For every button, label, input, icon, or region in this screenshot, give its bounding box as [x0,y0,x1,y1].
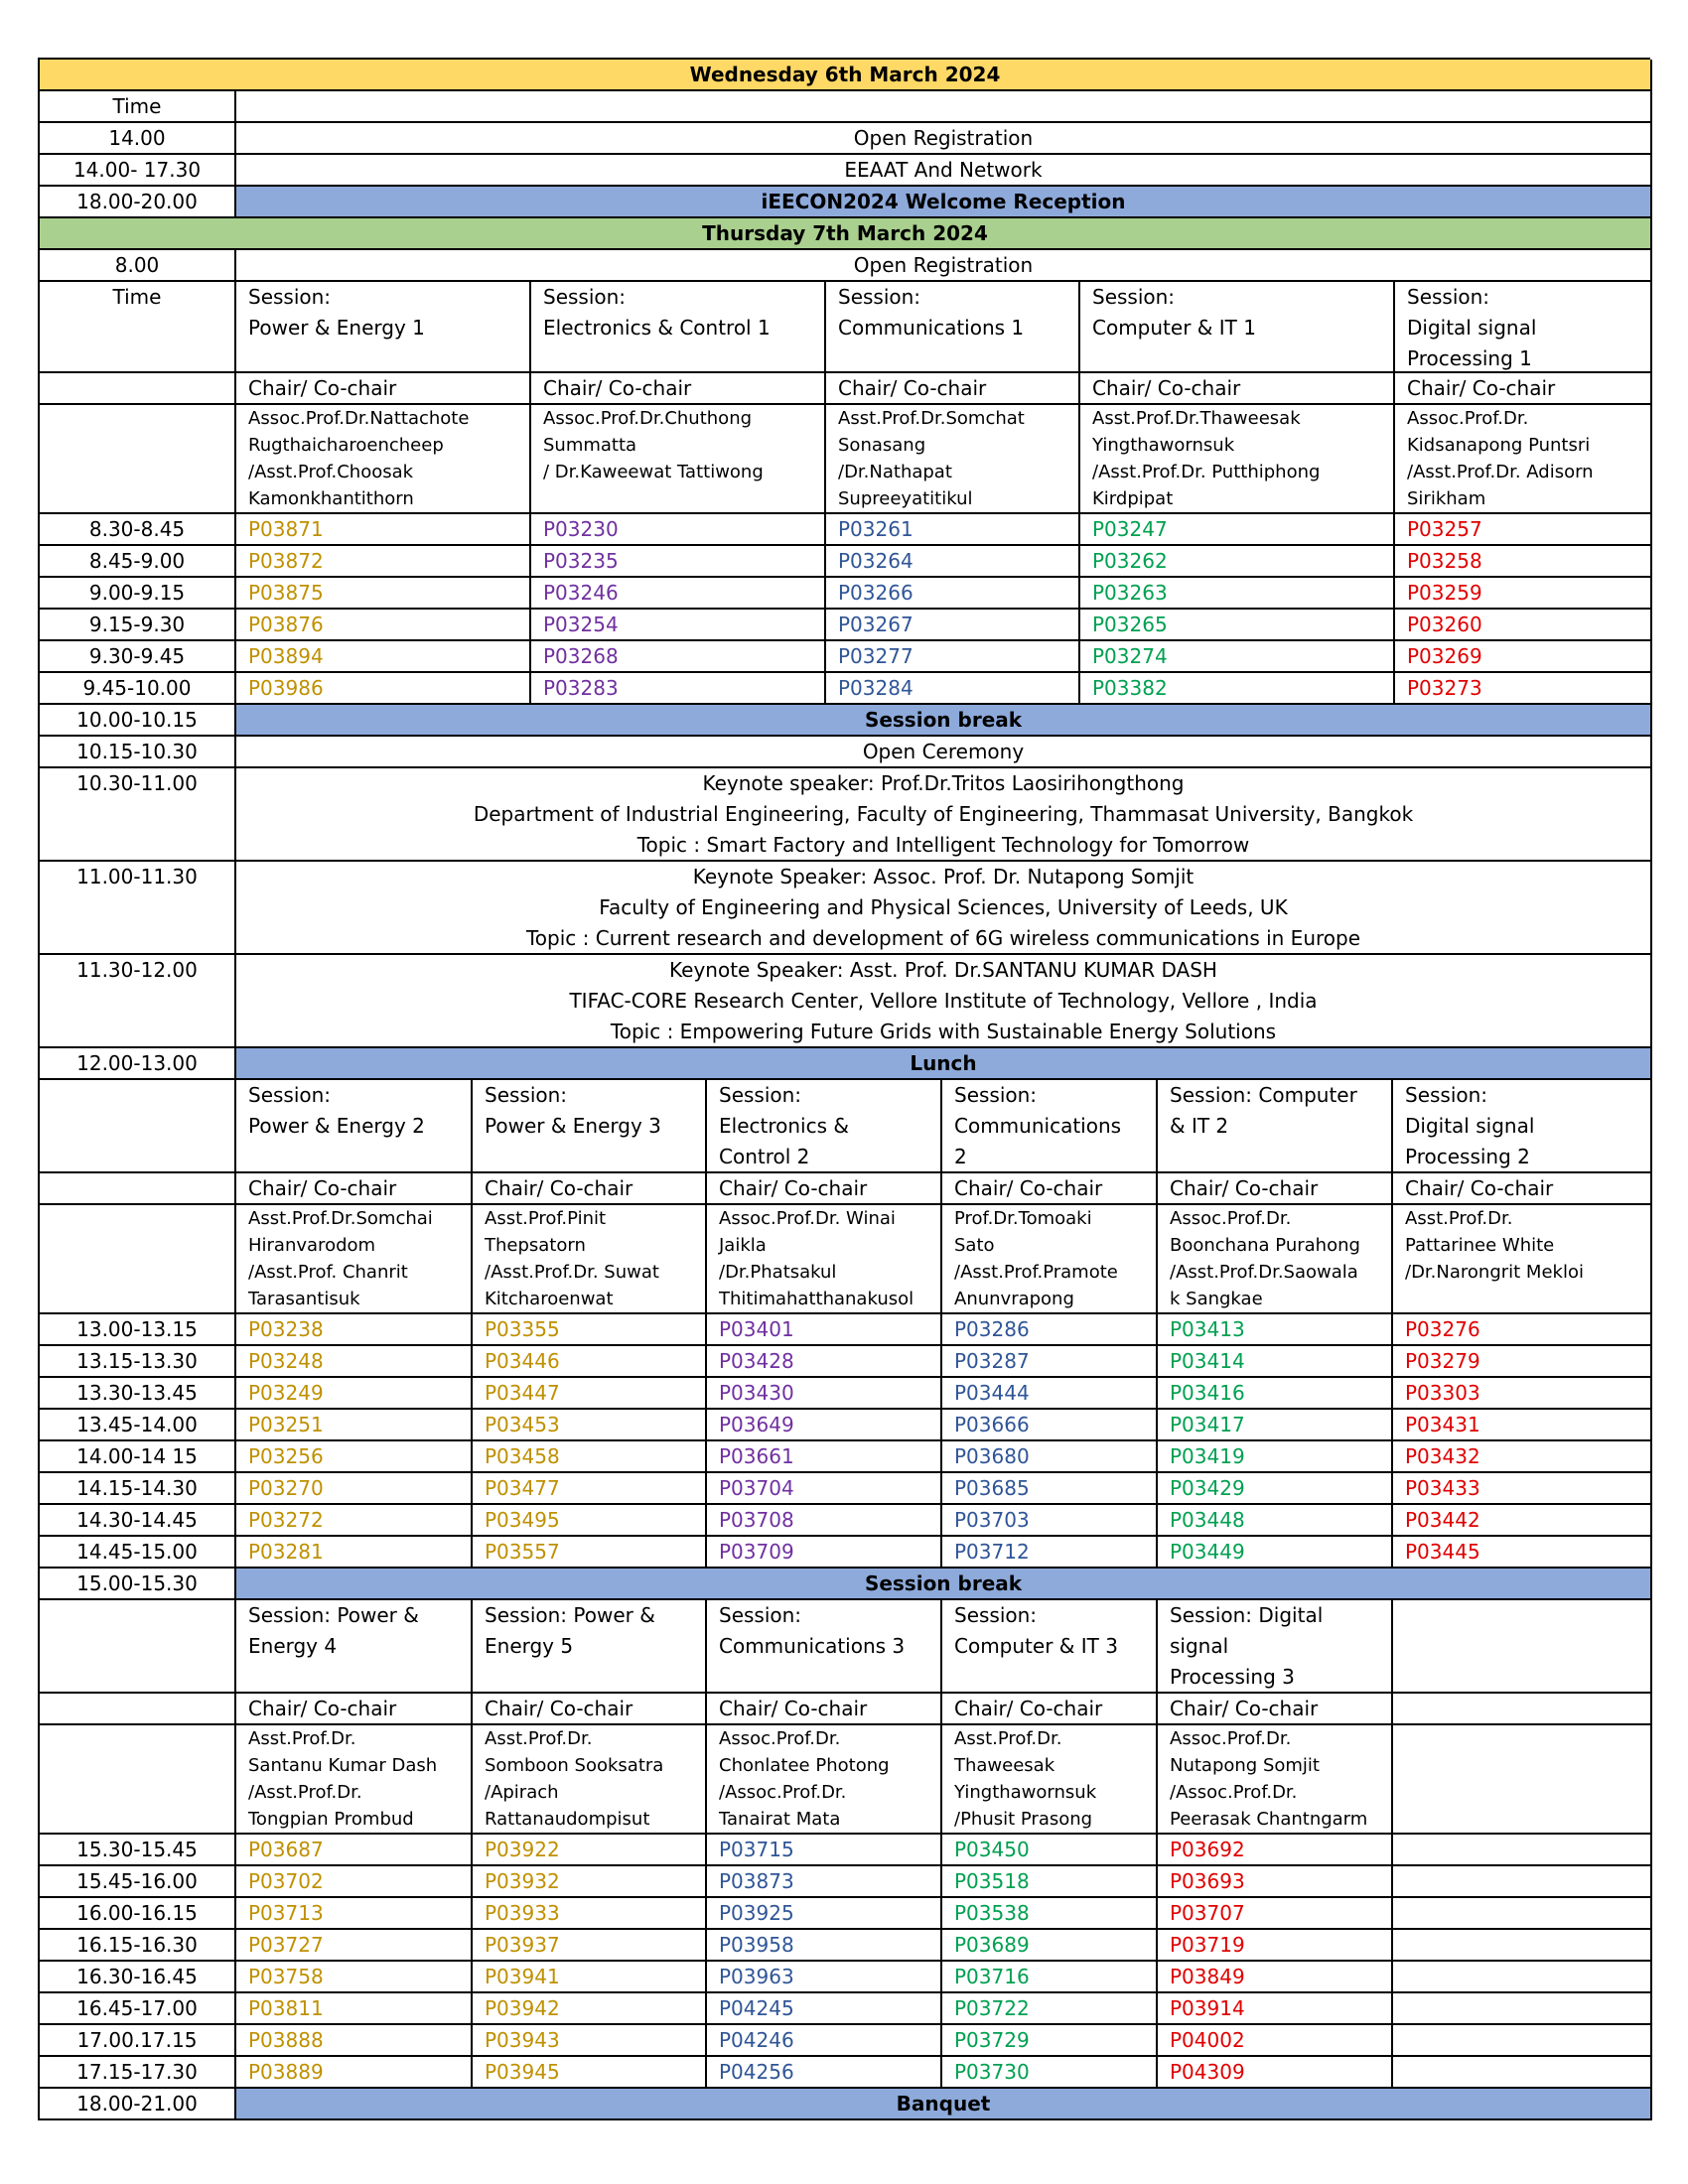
paper-row [236,641,1652,673]
keynote-line: Faculty of Engineering and Physical Sciences, University of Leeds, UK [599,895,1288,919]
session-row [236,282,1652,373]
paper-row [236,1930,1652,1962]
keynote-cell [236,955,1652,1048]
time-cell: 10.00-10.15 [40,705,236,737]
time-header: Time [40,91,236,123]
time-cell: 17.00.17.15 [40,2025,236,2057]
paper-id [1393,1993,1652,2023]
event-cell: Session break [236,1569,1652,1600]
empty-cell [40,1694,236,1725]
chair-names: Assoc.Prof.Dr. Nutapong Somjit /Assoc.Prof.Dr. Peerasak Chantngarm [1158,1725,1393,1833]
chair-label: Chair/ Co-chair [942,1173,1158,1203]
paper-id: P03518 [942,1866,1158,1896]
paper-id [1393,1835,1652,1864]
paper-id: P03937 [473,1930,707,1960]
paper-id: P03283 [531,673,826,703]
event-cell: iEECON2024 Welcome Reception [236,187,1652,218]
chair-names: Asst.Prof.Dr. Thaweesak Yingthawornsuk /Phusit Prasong [942,1725,1158,1833]
paper-id: P03708 [707,1505,942,1535]
paper-id: P03260 [1407,613,1482,636]
paper-id [1393,1898,1652,1928]
paper-row [236,2025,1652,2057]
paper-id: P03263 [1080,578,1395,608]
time-cell: 16.45-17.00 [40,1993,236,2025]
paper-row [236,1314,1652,1346]
paper-id: P03557 [473,1537,707,1567]
paper-id: P03258 [1407,549,1482,573]
paper-id: P04309 [1158,2057,1393,2087]
chair-names-row [236,1725,1652,1835]
session-row [236,1600,1652,1694]
paper-id: P03712 [942,1537,1158,1567]
event-cell: Open Ceremony [236,737,1652,768]
paper-id: P03477 [473,1473,707,1503]
chair-names: Asst.Prof.Dr.Somchai Hiranvarodom /Asst.Prof. Chanrit Tarasantisuk [236,1205,473,1312]
chair-label: Chair/ Co-chair [236,373,531,403]
paper-id: P03872 [236,546,531,576]
chair-label: Chair/ Co-chair [1158,1694,1393,1723]
paper-id: P03704 [707,1473,942,1503]
chair-names: Prof.Dr.Tomoaki Sato /Asst.Prof.Pramote Anunvrapong [942,1205,1158,1312]
time-cell: 15.00-15.30 [40,1569,236,1600]
paper-id: P03276 [1405,1317,1480,1341]
paper-id: P03958 [707,1930,942,1960]
paper-id: P03986 [236,673,531,703]
paper-id: P03758 [236,1962,473,1991]
session-name: Session: Computer & IT 3 [942,1600,1158,1692]
keynote-line: Keynote Speaker: Asst. Prof. Dr.SANTANU KUMAR DASH [669,958,1217,982]
keynote-line: Topic : Smart Factory and Intelligent Technology for Tomorrow [636,833,1250,857]
paper-id: P03875 [236,578,531,608]
paper-id: P03453 [473,1410,707,1439]
paper-id: P03448 [1158,1505,1393,1535]
time-cell: 9.30-9.45 [40,641,236,673]
chair-label-row [236,373,1652,405]
paper-id: P03259 [1407,581,1482,605]
paper-id: P03449 [1158,1537,1393,1567]
paper-id: P03265 [1080,610,1395,639]
paper-row [236,546,1652,578]
paper-row [236,1962,1652,1993]
paper-id: P03722 [942,1993,1158,2023]
paper-id: P03257 [1407,517,1482,541]
paper-id: P03849 [1158,1962,1393,1991]
session-name: Session: Communications 1 [826,282,1080,371]
paper-id: P03889 [236,2057,473,2087]
paper-id: P03707 [1158,1898,1393,1928]
session-name [1393,1600,1652,1692]
chair-names: Asst.Prof.Dr. Santanu Kumar Dash /Asst.Prof.Dr. Tongpian Prombud [236,1725,473,1833]
keynote-line: Topic : Current research and development of 6G wireless communications in Europe [525,926,1361,950]
paper-row [236,1473,1652,1505]
time-cell: 12.00-13.00 [40,1048,236,1080]
time-cell: 14.00-14 15 [40,1441,236,1473]
keynote-cell [236,862,1652,955]
paper-id: P03945 [473,2057,707,2087]
paper-row [236,1346,1652,1378]
keynote-line: Department of Industrial Engineering, Faculty of Engineering, Thammasat University, Bangkok [473,802,1414,826]
time-cell: 13.15-13.30 [40,1346,236,1378]
time-cell: 9.15-9.30 [40,610,236,641]
paper-id [1393,2025,1652,2055]
paper-id: P03267 [826,610,1080,639]
paper-id: P03685 [942,1473,1158,1503]
paper-id: P03230 [531,514,826,544]
time-cell: 14.00 [40,123,236,155]
chair-names: Assoc.Prof.Dr. Kidsanapong Puntsri /Asst.Prof.Dr. Adisorn Sirikham [1407,408,1594,509]
paper-id: P03873 [707,1866,942,1896]
time-cell: 16.15-16.30 [40,1930,236,1962]
session-name: Session: Power & Energy 2 [236,1080,473,1171]
chair-names: Asst.Prof.Pinit Thepsatorn /Asst.Prof.Dr. Suwat Kitcharoenwat [473,1205,707,1312]
time-cell: 11.00-11.30 [40,862,236,955]
paper-row [236,1378,1652,1410]
paper-id: P03401 [707,1314,942,1344]
chair-label-row [236,1173,1652,1205]
paper-id: P03266 [826,578,1080,608]
paper-id: P03251 [236,1410,473,1439]
paper-id: P03693 [1158,1866,1393,1896]
session-name: Session: Computer & IT 2 [1158,1080,1393,1171]
paper-row [236,1835,1652,1866]
schedule-table [38,58,1650,2120]
chair-names: Asst.Prof.Dr. Somboon Sooksatra /Apirach Rattanaudompisut [473,1725,707,1833]
paper-id: P03888 [236,2025,473,2055]
paper-id: P03729 [942,2025,1158,2055]
time-header [40,1600,236,1694]
session-name: Session: Power & Energy 5 [473,1600,707,1692]
paper-row [236,1866,1652,1898]
session-name: Session: Digital signal Processing 1 [1407,285,1537,370]
paper-id: P03942 [473,1993,707,2023]
paper-id: P03431 [1405,1413,1480,1436]
paper-id [1393,1866,1652,1896]
chair-label: Chair/ Co-chair [236,1694,473,1723]
time-cell: 17.15-17.30 [40,2057,236,2089]
paper-id: P03649 [707,1410,942,1439]
time-cell: 15.45-16.00 [40,1866,236,1898]
chair-names-row [236,405,1652,514]
paper-id: P03730 [942,2057,1158,2087]
empty-cell [40,1173,236,1205]
time-header: Time [40,282,236,373]
paper-id: P03446 [473,1346,707,1376]
paper-id: P03428 [707,1346,942,1376]
paper-id: P04256 [707,2057,942,2087]
empty-cell [40,405,236,514]
time-cell: 14.45-15.00 [40,1537,236,1569]
chair-names: Asst.Prof.Dr. Pattarinee White /Dr.Narongrit Mekloi [1405,1208,1584,1283]
paper-id: P03727 [236,1930,473,1960]
time-cell: 13.00-13.15 [40,1314,236,1346]
paper-id: P03661 [707,1441,942,1471]
event-cell: Banquet [236,2089,1652,2120]
time-cell: 15.30-15.45 [40,1835,236,1866]
paper-id: P03703 [942,1505,1158,1535]
paper-id: P03450 [942,1835,1158,1864]
chair-label: Chair/ Co-chair [473,1694,707,1723]
paper-id: P03932 [473,1866,707,1896]
chair-names: Assoc.Prof.Dr. Winai Jaikla /Dr.Phatsakul Thitimahatthanakusol [707,1205,942,1312]
paper-id: P03419 [1158,1441,1393,1471]
paper-id: P03254 [531,610,826,639]
time-cell: 18.00-20.00 [40,187,236,218]
chair-label: Chair/ Co-chair [531,373,826,403]
paper-id: P03247 [1080,514,1395,544]
schedule-page [38,58,1650,2120]
paper-id: P03286 [942,1314,1158,1344]
paper-id: P03270 [236,1473,473,1503]
paper-id: P03713 [236,1898,473,1928]
paper-id: P03235 [531,546,826,576]
time-cell: 18.00-21.00 [40,2089,236,2120]
event-cell: EEAAT And Network [236,155,1652,187]
paper-id: P03272 [236,1505,473,1535]
day-title: Thursday 7th March 2024 [40,218,1652,250]
paper-id: P03445 [1405,1540,1480,1564]
event-cell: Lunch [236,1048,1652,1080]
paper-id: P04002 [1158,2025,1393,2055]
paper-row [236,1537,1652,1569]
paper-id: P03281 [236,1537,473,1567]
chair-names-row [236,1205,1652,1314]
paper-row [236,610,1652,641]
session-name: Session: Electronics & Control 2 [707,1080,942,1171]
paper-id: P03811 [236,1993,473,2023]
empty-cell [40,373,236,405]
time-cell: 16.30-16.45 [40,1962,236,1993]
chair-label: Chair/ Co-chair [942,1694,1158,1723]
paper-id: P03943 [473,2025,707,2055]
paper-id: P03274 [1080,641,1395,671]
chair-label: Chair/ Co-chair [236,1173,473,1203]
session-name: Session: Communications 3 [707,1600,942,1692]
paper-id: P03416 [1158,1378,1393,1408]
paper-id: P03248 [236,1346,473,1376]
paper-row [236,514,1652,546]
chair-label: Chair/ Co-chair [1158,1173,1393,1203]
paper-id: P03269 [1407,644,1482,668]
chair-label: Chair/ Co-chair [473,1173,707,1203]
paper-id: P03922 [473,1835,707,1864]
time-cell: 14.00- 17.30 [40,155,236,187]
paper-id: P03458 [473,1441,707,1471]
time-cell: 16.00-16.15 [40,1898,236,1930]
paper-id: P03264 [826,546,1080,576]
paper-row [236,1993,1652,2025]
paper-id: P03355 [473,1314,707,1344]
paper-id: P03495 [473,1505,707,1535]
paper-id: P03414 [1158,1346,1393,1376]
empty-cell [40,1205,236,1314]
day-title: Wednesday 6th March 2024 [40,60,1652,91]
paper-id: P03692 [1158,1835,1393,1864]
session-name: Session: Digital signal Processing 2 [1405,1083,1535,1168]
event-cell: Open Registration [236,123,1652,155]
paper-id: P03925 [707,1898,942,1928]
time-cell: 14.15-14.30 [40,1473,236,1505]
keynote-cell [236,768,1652,862]
empty-cell [236,91,1652,123]
paper-id: P03876 [236,610,531,639]
keynote-line: TIFAC-CORE Research Center, Vellore Institute of Technology, Vellore , India [569,989,1318,1013]
chair-names: Asst.Prof.Dr.Thaweesak Yingthawornsuk /Asst.Prof.Dr. Putthiphong Kirdpipat [1080,405,1395,512]
paper-id: P03279 [1405,1349,1480,1373]
paper-id: P03871 [236,514,531,544]
paper-id: P03687 [236,1835,473,1864]
paper-id: P03666 [942,1410,1158,1439]
paper-id: P03716 [942,1962,1158,1991]
paper-id: P03719 [1158,1930,1393,1960]
paper-id: P03430 [707,1378,942,1408]
time-header [40,1080,236,1173]
chair-label: Chair/ Co-chair [707,1173,942,1203]
paper-id: P03238 [236,1314,473,1344]
paper-id: P03538 [942,1898,1158,1928]
event-cell: Open Registration [236,250,1652,282]
paper-id: P03256 [236,1441,473,1471]
paper-id: P04246 [707,2025,942,2055]
paper-id: P03382 [1080,673,1395,703]
paper-row [236,2057,1652,2089]
paper-id: P03246 [531,578,826,608]
paper-id: P03413 [1158,1314,1393,1344]
paper-id [1393,1962,1652,1991]
paper-id: P03249 [236,1378,473,1408]
paper-id: P03433 [1405,1476,1480,1500]
keynote-line: Keynote speaker: Prof.Dr.Tritos Laosirihongthong [702,771,1185,795]
paper-row [236,1410,1652,1441]
time-cell: 8.30-8.45 [40,514,236,546]
time-cell: 10.15-10.30 [40,737,236,768]
time-cell: 9.00-9.15 [40,578,236,610]
chair-names: Assoc.Prof.Dr. Chonlatee Photong /Assoc.Prof.Dr. Tanairat Mata [707,1725,942,1833]
paper-row [236,1898,1652,1930]
chair-names: Asst.Prof.Dr.Somchat Sonasang /Dr.Nathapat Supreeyatitikul [826,405,1080,512]
paper-id: P04245 [707,1993,942,2023]
empty-cell [40,1725,236,1835]
session-name: Session: Power & Energy 4 [236,1600,473,1692]
session-name: Session: Communications 2 [942,1080,1158,1171]
session-name: Session: Digital signal Processing 3 [1158,1600,1393,1692]
chair-names [1393,1725,1652,1833]
paper-id: P03709 [707,1537,942,1567]
paper-id: P03702 [236,1866,473,1896]
paper-id: P03287 [942,1346,1158,1376]
session-name: Session: Computer & IT 1 [1080,282,1395,371]
keynote-line: Topic : Empowering Future Grids with Sustainable Energy Solutions [610,1020,1277,1043]
paper-row [236,578,1652,610]
paper-id: P03262 [1080,546,1395,576]
chair-names: Assoc.Prof.Dr.Nattachote Rugthaicharoencheep /Asst.Prof.Choosak Kamonkhantithorn [236,405,531,512]
paper-id: P03444 [942,1378,1158,1408]
paper-id: P03715 [707,1835,942,1864]
chair-names: Assoc.Prof.Dr. Boonchana Purahong /Asst.Prof.Dr.Saowala k Sangkae [1158,1205,1393,1312]
paper-id: P03268 [531,641,826,671]
time-cell: 9.45-10.00 [40,673,236,705]
chair-label: Chair/ Co-chair [826,373,1080,403]
paper-id: P03689 [942,1930,1158,1960]
paper-id: P03303 [1405,1381,1480,1405]
paper-id [1393,2057,1652,2087]
paper-id: P03447 [473,1378,707,1408]
time-cell: 13.45-14.00 [40,1410,236,1441]
paper-row [236,1441,1652,1473]
time-cell: 8.45-9.00 [40,546,236,578]
session-name: Session: Power & Energy 1 [236,282,531,371]
session-name: Session: Electronics & Control 1 [531,282,826,371]
time-cell: 8.00 [40,250,236,282]
paper-id: P03894 [236,641,531,671]
chair-label-row [236,1694,1652,1725]
paper-id: P03680 [942,1441,1158,1471]
time-cell: 11.30-12.00 [40,955,236,1048]
paper-id: P03273 [1407,676,1482,700]
time-cell: 13.30-13.45 [40,1378,236,1410]
chair-label: Chair/ Co-chair [1405,1176,1554,1200]
paper-row [236,673,1652,705]
chair-label: Chair/ Co-chair [1407,376,1556,400]
chair-label: Chair/ Co-chair [1080,373,1395,403]
chair-names: Assoc.Prof.Dr.Chuthong Summatta / Dr.Kaweewat Tattiwong [531,405,826,512]
paper-id: P03933 [473,1898,707,1928]
session-name: Session: Power & Energy 3 [473,1080,707,1171]
paper-id [1393,1930,1652,1960]
paper-id: P03442 [1405,1508,1480,1532]
paper-id: P03429 [1158,1473,1393,1503]
paper-id: P03261 [826,514,1080,544]
paper-id: P03417 [1158,1410,1393,1439]
session-row [236,1080,1652,1173]
time-cell: 14.30-14.45 [40,1505,236,1537]
paper-id: P03941 [473,1962,707,1991]
paper-id: P03963 [707,1962,942,1991]
paper-id: P03277 [826,641,1080,671]
paper-id: P03284 [826,673,1080,703]
time-cell: 10.30-11.00 [40,768,236,862]
paper-row [236,1505,1652,1537]
chair-label [1393,1694,1652,1723]
paper-id: P03432 [1405,1444,1480,1468]
paper-id: P03914 [1158,1993,1393,2023]
chair-label: Chair/ Co-chair [707,1694,942,1723]
event-cell: Session break [236,705,1652,737]
keynote-line: Keynote Speaker: Assoc. Prof. Dr. Nutapong Somjit [692,865,1195,888]
